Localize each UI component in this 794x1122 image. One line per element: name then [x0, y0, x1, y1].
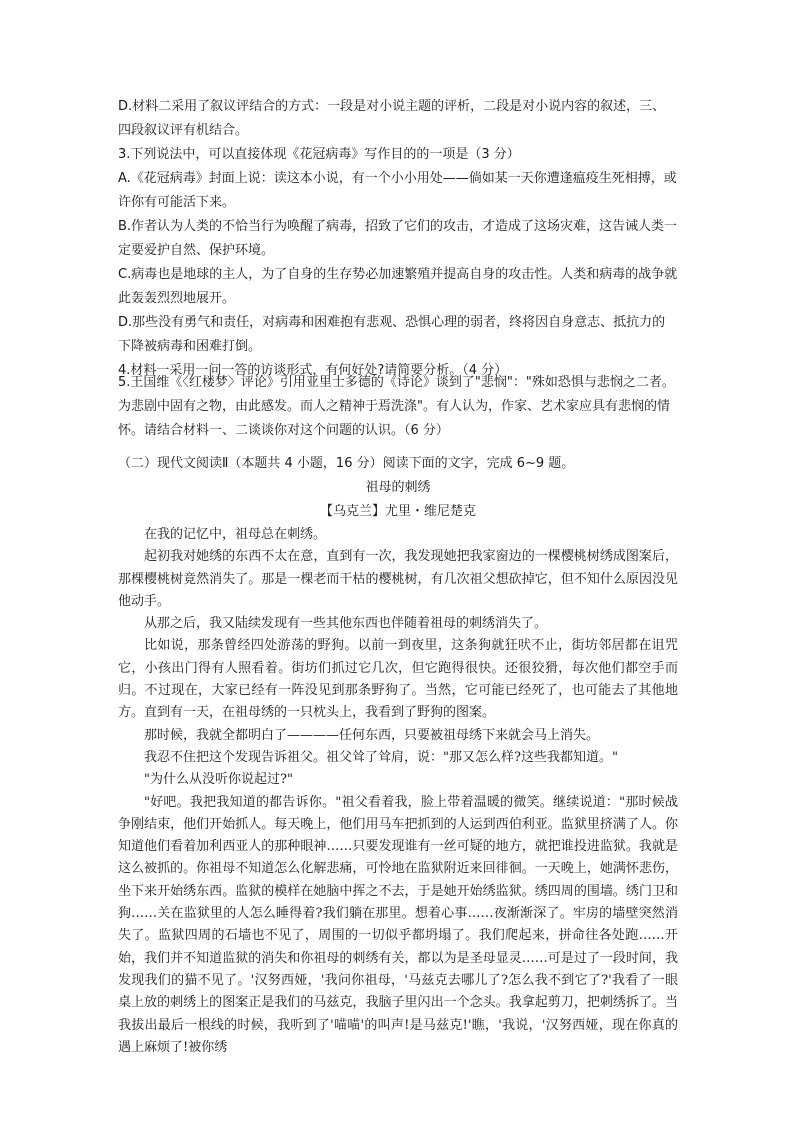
- story-title: 祖母的刺绣: [365, 480, 431, 495]
- story-paragraph: 我忍不住把这个发现告诉祖父。祖父耸了耸肩，说："那又怎么样?这些我都知道。": [144, 749, 618, 765]
- story-body: [118, 524, 678, 1059]
- section-heading: （二）现代文阅读Ⅱ（本题共 4 小题，16 分）阅读下面的文字，完成 6~9 题。: [118, 456, 575, 471]
- q5-block: [118, 371, 678, 443]
- story-paragraph: 那时候，我就全都明白了————任何东西，只要被祖母绣下来就会马上消失。: [144, 727, 600, 743]
- story-paragraph: "为什么从没听你说起过?": [144, 772, 293, 788]
- q3-option-c: C.病毒也是地球的主人，为了自身的生存势必加速繁殖并提高自身的攻击性。人类和病毒的战争就此轰轰烈烈地展开。: [118, 267, 678, 306]
- story-paragraph: 比如说，那条曾经四处游荡的野狗。以前一到夜里，这条狗就狂吠不止，街坊邻居都在诅咒它，小孩出门得有人照看着。街坊们抓过它几次，但它跑得很快。还很狡猾，每次他们都空手而归。不过现在，大家已经有一阵没见到那条野狗了。当然，它可能已经死了，也可能去了其他地方。直到有一天，在祖母绣的一只枕头上，我看到了野狗的图案。: [118, 638, 678, 721]
- q3-option-b: B.作者认为人类的不恰当行为唤醒了病毒，招致了它们的攻击，才造成了这场灾难，这告诫人类一定要爱护自然、保护环境。: [118, 219, 678, 258]
- story-paragraph: 在我的记忆中，祖母总在刺绣。: [144, 527, 327, 542]
- questions-block: [118, 95, 678, 383]
- q5: 5.王国维《〈红楼梦〉评论》引用亚里士多德的《诗论》谈到了"悲悯"："殊如恐惧与悲悯之二者。为悲剧中固有之物，由此感发。而人之精神于焉洗涤"。有人认为，作家、艺术家应具有悲悯的情怀。请结合材料一、二谈谈你对这个问题的认识。（6 分）: [118, 375, 675, 438]
- q2-option-d: D.材料二采用了叙议评结合的方式：一段是对小说主题的评析，二段是对小说内容的叙述，三、四段叙议评有机结合。: [118, 99, 666, 138]
- story-paragraph: 起初我对她绣的东西不太在意，直到有一次，我发现她把我家窗边的一棵樱桃树绣成图案后，那棵樱桃树竟然消失了。那是一棵老而干枯的樱桃树，有几次祖父想砍掉它，但不知什么原因没见他动手。: [118, 549, 678, 609]
- q4: 4.材料一采用一问一答的访谈形式，有何好处?请简要分析。（4 分）: [118, 363, 508, 378]
- q3-stem: 3.下列说法中，可以直接体现《花冠病毒》写作目的的一项是（3 分）: [118, 147, 520, 162]
- story-author: 【乌克兰】尤里・维尼楚克: [319, 504, 476, 519]
- story-paragraph: "好吧。我把我知道的都告诉你。"祖父看着我，脸上带着温暖的微笑。继续说道："那时候战争刚结束，他们开始抓人。每天晚上，他们用马车把抓到的人运到西伯利亚。监狱里挤满了人。你知道他们看着加利西亚人的那种眼神……只要发现谁有一丝可疑的地方，就把谁投进监狱。我就是这么被抓的。你祖母不知道怎么化解悲痛，可怜地在监狱附近来回徘徊。一天晚上，她满怀悲伤，坐下来开始绣东西。监狱的模样在她脑中挥之不去，于是她开始绣监狱。绣四周的围墙。绣门卫和狗……关在监狱里的人怎么睡得着?我们躺在那里。想着心事……夜渐渐深了。牢房的墙壁突然消失了。监狱四周的石墙也不见了，周围的一切似乎都坍塌了。我们爬起来，拼命往各处跑……开始，我们并不知道监狱的消失和你祖母的刺绣有关，都以为是圣母显灵……可是过了一段时间，我发现我们的猫不见了。'汉努西娅，'我问你祖母，'马兹克去哪儿了?怎么我不到它了?'我看了一眼桌上放的刺绣上的图案正是我们的马兹克，我脑子里闪出一个念头。我拿起剪刀，把刺绣拆了。当我拔出最后一根线的时候，我听到了'喵喵'的叫声!是马兹克!'瞧，'我说，'汉努西娅，现在你真的遇上麻烦了!被你绣: [118, 794, 678, 1055]
- q3-option-d: D.那些没有勇气和责任，对病毒和困难抱有悲观、恐惧心理的弱者，终将因自身意志、抵抗力的下降被病毒和困难打倒。: [118, 315, 666, 354]
- story-paragraph: 从那之后，我又陆续发现有一些其他东西也伴随着祖母的刺绣消失了。: [144, 616, 548, 632]
- q3-option-a: A.《花冠病毒》封面上说：读这本小说，有一个小小用处——倘如某一天你遭逢瘟疫生死相搏，或许你有可能活下来。: [118, 171, 677, 210]
- section2-header: [118, 452, 678, 524]
